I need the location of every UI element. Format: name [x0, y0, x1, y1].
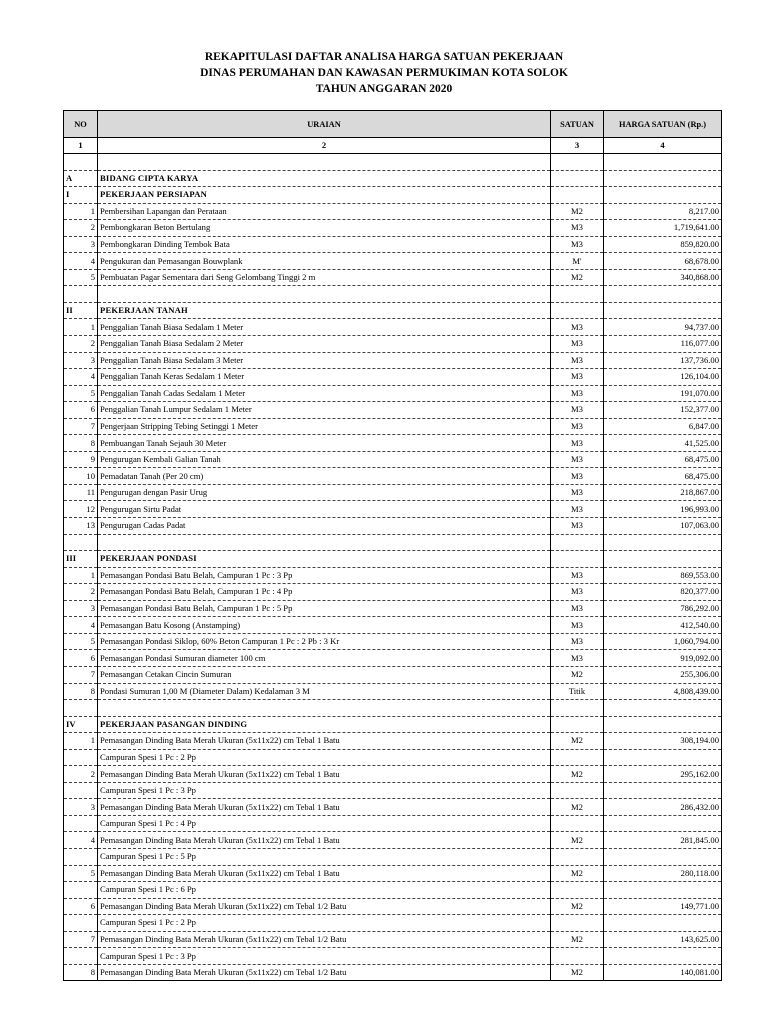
satuan-cell [551, 170, 604, 187]
no-cell: 9 [64, 451, 98, 468]
price-recap-table-body [64, 111, 722, 981]
harga-cell [604, 915, 722, 932]
harga-cell [604, 187, 722, 204]
satuan-cell: M3 [551, 518, 604, 535]
harga-cell: 919,092.00 [604, 650, 722, 667]
uraian-cell: Pemasangan Dinding Bata Merah Ukuran (5x11x22) cm Tebal 1 Batu [98, 766, 551, 783]
uraian-cell: Pemadatan Tanah (Per 20 cm) [98, 468, 551, 485]
uraian-cell: Pemasangan Dinding Bata Merah Ukuran (5x11x22) cm Tebal 1 Batu [98, 865, 551, 882]
no-cell: 2 [64, 584, 98, 601]
satuan-cell: M2 [551, 865, 604, 882]
no-cell [64, 948, 98, 965]
table-row [64, 915, 722, 932]
no-cell [64, 154, 98, 171]
table-row [64, 369, 722, 386]
harga-cell [604, 551, 722, 568]
harga-cell: 308,194.00 [604, 733, 722, 750]
uraian-cell: Campuran Spesi 1 Pc : 2 Pp [98, 749, 551, 766]
satuan-cell: M3 [551, 468, 604, 485]
uraian-cell: Campuran Spesi 1 Pc : 4 Pp [98, 815, 551, 832]
header-uraian: URAIAN [98, 111, 551, 138]
uraian-cell: Pembongkaran Dinding Tembok Bata [98, 236, 551, 253]
document-title-line-3: TAHUN ANGGARAN 2020 [315, 83, 453, 95]
section-title-cell: PEKERJAAN TANAH [98, 302, 551, 319]
column-number-no: 1 [64, 138, 98, 154]
harga-cell: 295,162.00 [604, 766, 722, 783]
table-row [64, 203, 722, 220]
uraian-cell: Penggalian Tanah Keras Sedalam 1 Meter [98, 369, 551, 386]
no-cell: 2 [64, 220, 98, 237]
no-cell [64, 534, 98, 551]
table-header-row [64, 111, 722, 138]
uraian-cell: Campuran Spesi 1 Pc : 2 Pp [98, 915, 551, 932]
uraian-cell: Penggalian Tanah Biasa Sedalam 1 Meter [98, 319, 551, 336]
no-cell: 2 [64, 766, 98, 783]
document-title-line-1: REKAPITULASI DAFTAR ANALISA HARGA SATUAN PEKERJAAN [204, 51, 564, 63]
no-cell: 1 [64, 203, 98, 220]
harga-cell: 116,077.00 [604, 336, 722, 353]
column-number-uraian: 2 [98, 138, 551, 154]
table-row [64, 799, 722, 816]
blank-row [64, 700, 722, 717]
uraian-cell: Pembuangan Tanah Sejauh 30 Meter [98, 435, 551, 452]
table-row [64, 484, 722, 501]
table-row [64, 600, 722, 617]
section-row [64, 716, 722, 733]
satuan-cell: M' [551, 253, 604, 270]
harga-cell: 149,771.00 [604, 898, 722, 915]
table-row [64, 617, 722, 634]
uraian-cell [98, 286, 551, 303]
satuan-cell: M3 [551, 501, 604, 518]
uraian-cell: Pemasangan Dinding Bata Merah Ukuran (5x11x22) cm Tebal 1 Batu [98, 832, 551, 849]
table-row [64, 567, 722, 584]
section-title-cell: PEKERJAAN PONDASI [98, 551, 551, 568]
uraian-cell: Pemasangan Dinding Bata Merah Ukuran (5x11x22) cm Tebal 1 Batu [98, 733, 551, 750]
section-code-cell: A [64, 170, 98, 187]
satuan-cell: Titik [551, 683, 604, 700]
satuan-cell [551, 302, 604, 319]
harga-cell: 68,678.00 [604, 253, 722, 270]
harga-cell: 68,475.00 [604, 468, 722, 485]
table-row [64, 336, 722, 353]
table-row [64, 650, 722, 667]
harga-cell: 68,475.00 [604, 451, 722, 468]
uraian-cell: Pemasangan Dinding Bata Merah Ukuran (5x11x22) cm Tebal 1/2 Batu [98, 964, 551, 981]
satuan-cell [551, 882, 604, 899]
no-cell [64, 882, 98, 899]
table-row [64, 766, 722, 783]
no-cell: 3 [64, 236, 98, 253]
harga-cell [604, 948, 722, 965]
no-cell: 3 [64, 799, 98, 816]
harga-cell: 218,867.00 [604, 484, 722, 501]
harga-cell: 280,118.00 [604, 865, 722, 882]
section-code-cell: II [64, 302, 98, 319]
harga-cell [604, 302, 722, 319]
uraian-cell: Pemasangan Dinding Bata Merah Ukuran (5x11x22) cm Tebal 1/2 Batu [98, 898, 551, 915]
no-cell: 1 [64, 567, 98, 584]
section-title-cell: BIDANG CIPTA KARYA [98, 170, 551, 187]
satuan-cell: M2 [551, 269, 604, 286]
no-cell: 7 [64, 418, 98, 435]
header-harga: HARGA SATUAN (Rp.) [604, 111, 722, 138]
uraian-cell: Campuran Spesi 1 Pc : 3 Pp [98, 782, 551, 799]
blank-row [64, 534, 722, 551]
uraian-cell: Pengurugan Cadas Padat [98, 518, 551, 535]
no-cell: 4 [64, 253, 98, 270]
uraian-cell: Pengerjaan Stripping Tebing Setinggi 1 Meter [98, 418, 551, 435]
uraian-cell: Pemasangan Pondasi Batu Belah, Campuran 1 Pc : 3 Pp [98, 567, 551, 584]
satuan-cell: M2 [551, 931, 604, 948]
satuan-cell [551, 154, 604, 171]
uraian-cell: Pengurugan dengan Pasir Urug [98, 484, 551, 501]
no-cell: 5 [64, 633, 98, 650]
table-row [64, 518, 722, 535]
no-cell: 8 [64, 683, 98, 700]
satuan-cell [551, 534, 604, 551]
no-cell: 3 [64, 352, 98, 369]
uraian-cell: Pemasangan Dinding Bata Merah Ukuran (5x11x22) cm Tebal 1 Batu [98, 799, 551, 816]
satuan-cell: M3 [551, 435, 604, 452]
table-row [64, 666, 722, 683]
satuan-cell [551, 551, 604, 568]
no-cell: 3 [64, 600, 98, 617]
no-cell: 6 [64, 898, 98, 915]
satuan-cell: M2 [551, 964, 604, 981]
no-cell: 12 [64, 501, 98, 518]
no-cell [64, 749, 98, 766]
harga-cell: 196,993.00 [604, 501, 722, 518]
column-number-row [64, 138, 722, 154]
table-row [64, 931, 722, 948]
satuan-cell: M3 [551, 650, 604, 667]
no-cell: 11 [64, 484, 98, 501]
no-cell: 1 [64, 319, 98, 336]
table-row [64, 352, 722, 369]
table-row [64, 683, 722, 700]
uraian-cell: Pemasangan Pondasi Batu Belah, Campuran 1 Pc : 5 Pp [98, 600, 551, 617]
satuan-cell: M2 [551, 203, 604, 220]
satuan-cell: M3 [551, 633, 604, 650]
no-cell: 6 [64, 650, 98, 667]
satuan-cell [551, 782, 604, 799]
uraian-cell: Campuran Spesi 1 Pc : 6 Pp [98, 882, 551, 899]
harga-cell: 255,306.00 [604, 666, 722, 683]
uraian-cell [98, 534, 551, 551]
harga-cell [604, 700, 722, 717]
section-title-cell: PEKERJAAN PASANGAN DINDING [98, 716, 551, 733]
section-row [64, 551, 722, 568]
satuan-cell: M3 [551, 220, 604, 237]
harga-cell: 152,377.00 [604, 402, 722, 419]
table-row [64, 451, 722, 468]
harga-cell: 126,104.00 [604, 369, 722, 386]
harga-cell: 412,540.00 [604, 617, 722, 634]
harga-cell: 1,060,794.00 [604, 633, 722, 650]
satuan-cell [551, 915, 604, 932]
satuan-cell [551, 187, 604, 204]
satuan-cell: M2 [551, 666, 604, 683]
harga-cell [604, 170, 722, 187]
satuan-cell: M3 [551, 584, 604, 601]
uraian-cell: Pemasangan Pondasi Siklop, 60% Beton Campuran 1 Pc : 2 Pb : 3 Kr [98, 633, 551, 650]
satuan-cell: M3 [551, 336, 604, 353]
no-cell [64, 782, 98, 799]
no-cell: 5 [64, 865, 98, 882]
harga-cell [604, 782, 722, 799]
uraian-cell: Pembersihan Lapangan dan Perataan [98, 203, 551, 220]
satuan-cell: M3 [551, 352, 604, 369]
table-row [64, 815, 722, 832]
satuan-cell: M3 [551, 369, 604, 386]
satuan-cell [551, 286, 604, 303]
uraian-cell: Pembongkaran Beton Bertulang [98, 220, 551, 237]
table-row [64, 898, 722, 915]
satuan-cell [551, 815, 604, 832]
no-cell: 2 [64, 336, 98, 353]
harga-cell [604, 882, 722, 899]
satuan-cell: M3 [551, 385, 604, 402]
table-row [64, 733, 722, 750]
harga-cell [604, 716, 722, 733]
harga-cell: 191,070.00 [604, 385, 722, 402]
no-cell: 1 [64, 733, 98, 750]
harga-cell: 786,292.00 [604, 600, 722, 617]
satuan-cell: M2 [551, 799, 604, 816]
uraian-cell: Penggalian Tanah Biasa Sedalam 3 Meter [98, 352, 551, 369]
harga-cell: 340,868.00 [604, 269, 722, 286]
section-row [64, 187, 722, 204]
satuan-cell: M3 [551, 402, 604, 419]
harga-cell [604, 749, 722, 766]
no-cell: 8 [64, 964, 98, 981]
uraian-cell: Campuran Spesi 1 Pc : 5 Pp [98, 848, 551, 865]
uraian-cell: Pemasangan Cetakan Cincin Sumuran [98, 666, 551, 683]
table-row [64, 964, 722, 981]
section-code-cell: IV [64, 716, 98, 733]
harga-cell: 137,736.00 [604, 352, 722, 369]
header-no: NO [64, 111, 98, 138]
satuan-cell: M3 [551, 418, 604, 435]
uraian-cell: Pondasi Sumuran 1,00 M (Diameter Dalam) Kedalaman 3 M [98, 683, 551, 700]
satuan-cell: M2 [551, 898, 604, 915]
no-cell: 13 [64, 518, 98, 535]
no-cell: 4 [64, 832, 98, 849]
table-row [64, 948, 722, 965]
no-cell [64, 915, 98, 932]
document-title-line-2: DINAS PERUMAHAN DAN KAWASAN PERMUKIMAN KOTA SOLOK [200, 67, 568, 79]
harga-cell: 94,737.00 [604, 319, 722, 336]
table-row [64, 782, 722, 799]
table-row [64, 865, 722, 882]
table-row [64, 319, 722, 336]
uraian-cell: Pemasangan Pondasi Batu Belah, Campuran 1 Pc : 4 Pp [98, 584, 551, 601]
satuan-cell: M3 [551, 567, 604, 584]
table-row [64, 749, 722, 766]
satuan-cell [551, 948, 604, 965]
harga-cell: 140,081.00 [604, 964, 722, 981]
table-row [64, 848, 722, 865]
uraian-cell [98, 154, 551, 171]
harga-cell [604, 286, 722, 303]
harga-cell [604, 848, 722, 865]
no-cell: 4 [64, 369, 98, 386]
satuan-cell [551, 848, 604, 865]
satuan-cell: M2 [551, 733, 604, 750]
uraian-cell: Penggalian Tanah Lumpur Sedalam 1 Meter [98, 402, 551, 419]
harga-cell: 107,063.00 [604, 518, 722, 535]
harga-cell [604, 534, 722, 551]
no-cell: 8 [64, 435, 98, 452]
satuan-cell: M3 [551, 484, 604, 501]
satuan-cell: M3 [551, 319, 604, 336]
uraian-cell: Pengurugan Sirtu Padat [98, 501, 551, 518]
blank-row [64, 154, 722, 171]
uraian-cell: Pengurugan Kembali Galian Tanah [98, 451, 551, 468]
satuan-cell: M2 [551, 766, 604, 783]
satuan-cell [551, 700, 604, 717]
table-row [64, 418, 722, 435]
uraian-cell: Penggalian Tanah Cadas Sedalam 1 Meter [98, 385, 551, 402]
section-code-cell: III [64, 551, 98, 568]
section-title-cell: PEKERJAAN PERSIAPAN [98, 187, 551, 204]
harga-cell: 41,525.00 [604, 435, 722, 452]
harga-cell: 4,808,439.00 [604, 683, 722, 700]
harga-cell: 869,553.00 [604, 567, 722, 584]
harga-cell: 8,217.00 [604, 203, 722, 220]
satuan-cell [551, 716, 604, 733]
no-cell [64, 848, 98, 865]
satuan-cell: M2 [551, 832, 604, 849]
uraian-cell: Pengukuran dan Pemasangan Bouwplank [98, 253, 551, 270]
price-recap-table [63, 110, 722, 981]
no-cell: 4 [64, 617, 98, 634]
uraian-cell: Pemasangan Batu Kosong (Anstamping) [98, 617, 551, 634]
uraian-cell: Pembuatan Pagar Sementara dari Seng Gelombang Tinggi 2 m [98, 269, 551, 286]
harga-cell: 1,719,641.00 [604, 220, 722, 237]
uraian-cell: Pemasangan Pondasi Sumuran diameter 100 cm [98, 650, 551, 667]
harga-cell: 6,847.00 [604, 418, 722, 435]
harga-cell: 286,432.00 [604, 799, 722, 816]
uraian-cell: Campuran Spesi 1 Pc : 3 Pp [98, 948, 551, 965]
uraian-cell: Penggalian Tanah Biasa Sedalam 2 Meter [98, 336, 551, 353]
table-row [64, 501, 722, 518]
uraian-cell: Pemasangan Dinding Bata Merah Ukuran (5x11x22) cm Tebal 1/2 Batu [98, 931, 551, 948]
uraian-cell [98, 700, 551, 717]
table-row [64, 253, 722, 270]
column-number-harga: 4 [604, 138, 722, 154]
column-number-satuan: 3 [551, 138, 604, 154]
table-row [64, 269, 722, 286]
no-cell: 6 [64, 402, 98, 419]
table-row [64, 435, 722, 452]
harga-cell [604, 815, 722, 832]
no-cell [64, 286, 98, 303]
section-code-cell: I [64, 187, 98, 204]
document-title-block [0, 49, 768, 97]
table-row [64, 882, 722, 899]
satuan-cell: M3 [551, 617, 604, 634]
table-row [64, 633, 722, 650]
satuan-cell: M3 [551, 451, 604, 468]
harga-cell: 859,820.00 [604, 236, 722, 253]
header-satuan: SATUAN [551, 111, 604, 138]
table-row [64, 468, 722, 485]
satuan-cell: M3 [551, 236, 604, 253]
table-row [64, 584, 722, 601]
harga-cell: 281,845.00 [604, 832, 722, 849]
no-cell: 5 [64, 269, 98, 286]
no-cell [64, 700, 98, 717]
harga-cell: 820,377.00 [604, 584, 722, 601]
blank-row [64, 286, 722, 303]
no-cell: 5 [64, 385, 98, 402]
section-row [64, 302, 722, 319]
harga-cell [604, 154, 722, 171]
section-row [64, 170, 722, 187]
satuan-cell: M3 [551, 600, 604, 617]
table-row [64, 236, 722, 253]
harga-cell: 143,625.00 [604, 931, 722, 948]
no-cell: 7 [64, 931, 98, 948]
no-cell: 7 [64, 666, 98, 683]
table-row [64, 832, 722, 849]
satuan-cell [551, 749, 604, 766]
table-row [64, 220, 722, 237]
table-row [64, 385, 722, 402]
table-row [64, 402, 722, 419]
no-cell [64, 815, 98, 832]
no-cell: 10 [64, 468, 98, 485]
